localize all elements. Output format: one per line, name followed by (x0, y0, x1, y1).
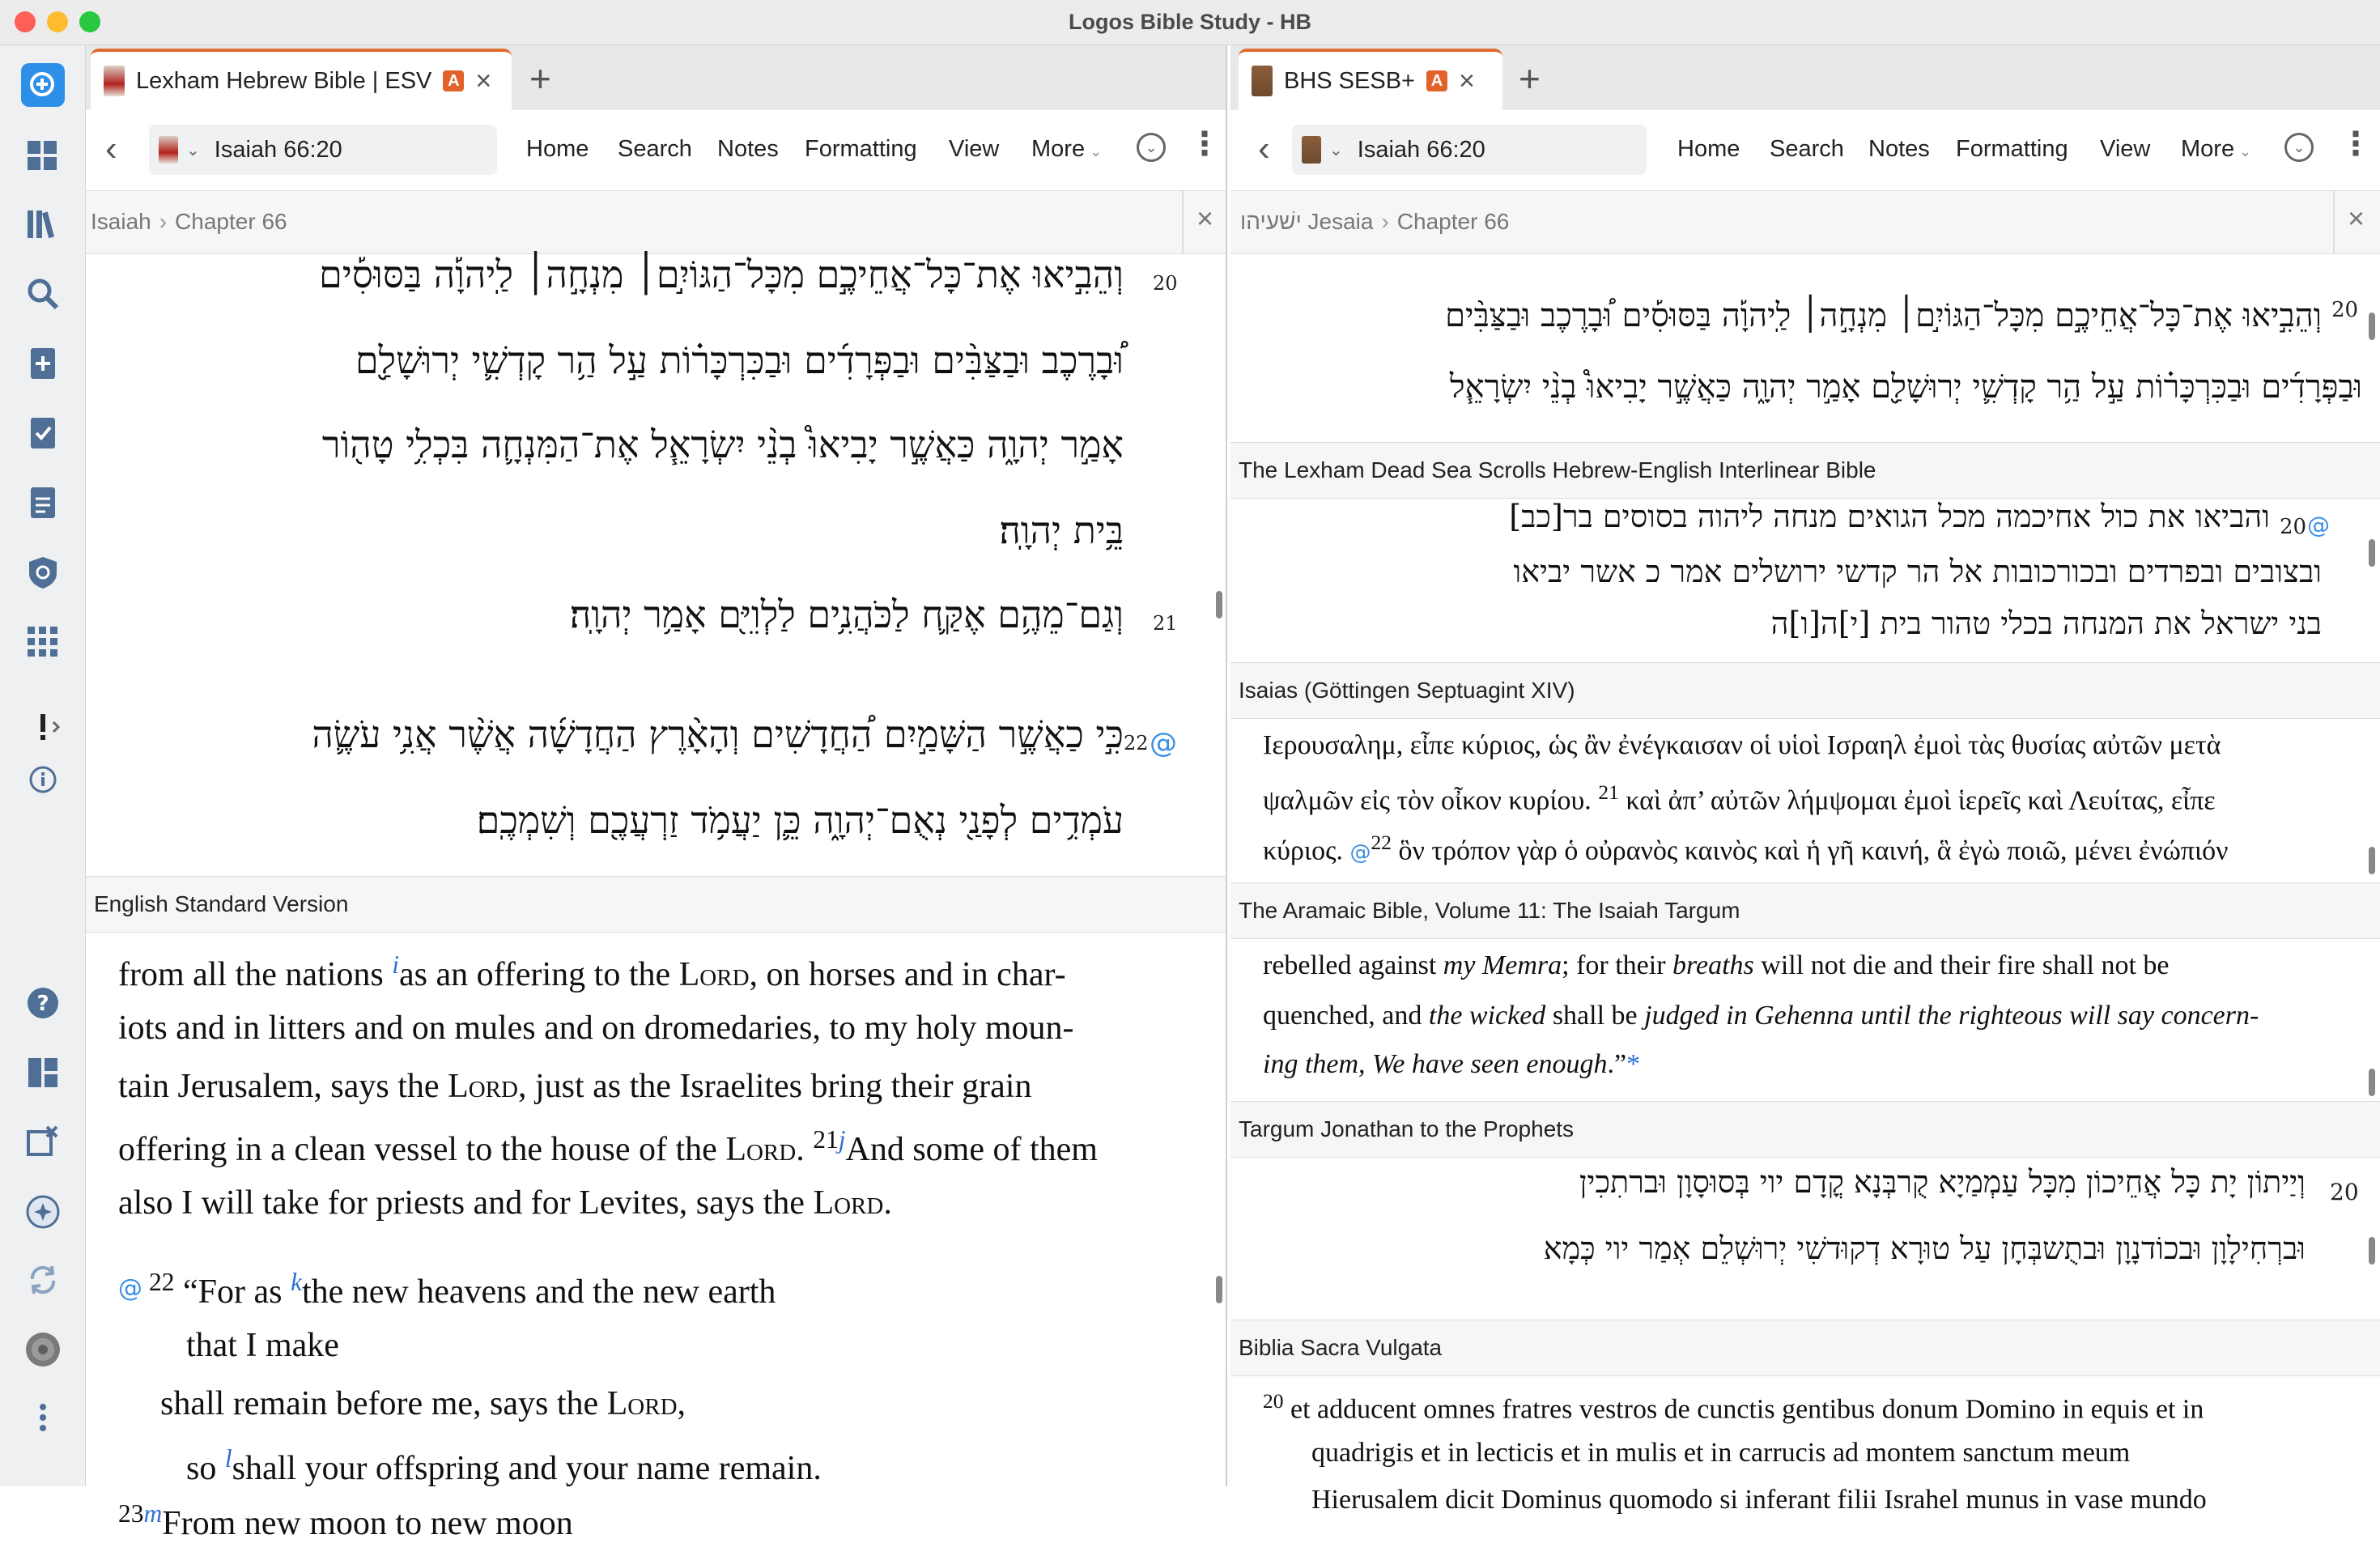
sync-dropdown-icon[interactable]: ⌄ (1137, 133, 1166, 162)
hebrew-line: וְהֵבִ֣יאוּ אֶת־כָּל־אֲחֵיכֶ֣ם מִכָּל־הַגּוֹיִ֣ם׀ מִנְחָ֣ה׀ לַֽיהוָ֡ה בַּסּוּסִ֡ים וּ֠בָרֶכֶב וּבַצַּבִּ֨ים (1445, 297, 2322, 334)
hebrew-line: בני ישראל את המנחה בכלי טהור בית [י]ה[ו]ה (1770, 606, 2322, 641)
more-icon[interactable] (21, 1396, 65, 1439)
hebrew-line: והביאו את כול אחיכמה מכל הגואים מנחה ליהוה בסוסים בר[כב] (1509, 499, 2270, 534)
breadcrumb-book[interactable]: Isaiah (91, 209, 151, 234)
hebrew-line: ובצובים ובפרדים ובכורכובות אל הר קדשי ירושלים אמר כ אשר יביאו (1513, 554, 2322, 589)
scrollbar-thumb[interactable] (2369, 847, 2375, 874)
section-title: The Lexham Dead Sea Scrolls Hebrew-English Interlinear Bible (1239, 457, 1876, 482)
toolbar-home[interactable]: Home (1677, 136, 1740, 162)
section-title: English Standard Version (94, 891, 349, 916)
divider (1182, 191, 1184, 254)
divider (2333, 191, 2335, 254)
hebrew-line: כִּ֣י כַאֲשֶׁ֣ר הַשָּׁמַ֣יִם הַ֠חֲדָשִׁים וְהָאָ֨רֶץ הַחֲדָשָׁ֜ה אֲשֶׁ֨ר אֲנִ֥י עֹשֶׂ֛ה (312, 712, 1124, 756)
add-tab-icon[interactable]: + (529, 57, 551, 100)
reference-input[interactable]: Isaiah 66:20 (214, 136, 342, 163)
targum-line: rebelled against my Memra; for their breaths will not die and their fire shall not be (1263, 950, 2170, 980)
toolbar-search[interactable]: Search (618, 136, 692, 162)
esv-line: from all the nations $^i$as an offering to the Lord, on horses and in char- (118, 950, 1066, 993)
section-header-lxx (1230, 662, 2380, 719)
alert-icon[interactable] (21, 704, 65, 748)
reference-box[interactable] (149, 125, 497, 175)
note-attachment-icon[interactable]: @ (2307, 512, 2330, 538)
breadcrumb-chapter[interactable]: Chapter 66 (1396, 209, 1510, 234)
section-header-dss (1230, 442, 2380, 499)
toolbar-more-label: More (1031, 136, 1086, 162)
esv-poem-line: shall remain before me, says the Lord, (160, 1385, 686, 1422)
close-tab-icon[interactable]: × (475, 66, 492, 96)
right-breadcrumb-bar (1230, 191, 2380, 254)
section-header-vulgate (1230, 1320, 2380, 1376)
badge-a-icon: A (1426, 70, 1447, 91)
home-search-icon[interactable] (21, 63, 65, 107)
add-document-icon[interactable] (21, 342, 65, 385)
verse-number: 20 (2330, 1179, 2359, 1205)
footnote-star[interactable]: * (1626, 1049, 1641, 1079)
toolbar-notes[interactable]: Notes (717, 136, 779, 162)
breadcrumb-book[interactable]: ישׁעיהו Jesaia (1240, 209, 1374, 234)
close-icon[interactable]: × (1196, 202, 1214, 235)
lxx-line: κύριος. @$^{22}$ ὃν τρόπον γὰρ ὁ οὐρανὸς καινὸς καὶ ἡ γῆ καινή, ἃ ἐγὼ ποιῶ, μένει ἐνώπιόν (1263, 831, 2229, 866)
book-cover-icon (1252, 66, 1273, 96)
library-icon[interactable] (21, 202, 65, 246)
esv-line: offering in a clean vessel to the house of the Lord. $^{21j}$And some of them (118, 1125, 1098, 1168)
shield-icon[interactable] (21, 550, 65, 594)
toolbar-search[interactable]: Search (1770, 136, 1844, 162)
right-pane (1230, 45, 2380, 1515)
chevron-right-icon: › (159, 209, 168, 234)
esv-poem-line: $^{23m}$From new moon to new moon (118, 1499, 573, 1542)
breadcrumb[interactable] (1240, 209, 1509, 235)
reference-input[interactable]: Isaiah 66:20 (1357, 136, 1485, 163)
sync-dropdown-icon[interactable]: ⌄ (2284, 133, 2314, 162)
hebrew-line: וְהֵבִ֣יאוּ אֶת־כָּל־אֲחֵיכֶ֣ם מִכָּל־הַגּוֹיִ֣ם׀ מִנְחָ֣ה׀ לַֽיהוָ֡ה בַּסּוּסִ֡ים (319, 253, 1124, 296)
chevron-down-icon: ⌄ (2239, 143, 2252, 159)
section-header-targum (1230, 882, 2380, 939)
vulgate-line: quadrigis et in lecticis et in mulis et in carrucis ad montem sanctum meum (1311, 1438, 2131, 1468)
toolbar-view[interactable]: View (2100, 136, 2151, 162)
ai-spark-icon[interactable] (21, 1190, 65, 1234)
book-cover-icon (1302, 136, 1321, 164)
esv-line: tain Jerusalem, says the Lord, just as the Israelites bring their grain (118, 1068, 1032, 1105)
verse-number: 21 (1153, 612, 1178, 635)
toolbar-view[interactable]: View (949, 136, 1000, 162)
badge-a-icon: A (443, 70, 464, 91)
breadcrumb-chapter[interactable]: Chapter 66 (175, 209, 287, 234)
lxx-line: Ιερουσαλημ, εἶπε κύριος, ὡς ἂν ἐνέγκαισαν οἱ υἱοὶ Ισραηλ ἐμοὶ τὰς θυσίας αὐτῶν μετὰ (1263, 730, 2221, 760)
reference-box[interactable] (1292, 125, 1647, 175)
svg-text:?: ? (36, 992, 49, 1016)
esv-line: iots and in litters and on mules and on dromedaries, to my holy moun- (118, 1010, 1074, 1047)
section-title: Isaias (Göttingen Septuagint XIV) (1239, 678, 1575, 703)
chevron-down-icon: ⌄ (1090, 143, 1103, 159)
section-title: The Aramaic Bible, Volume 11: The Isaiah Targum (1239, 898, 1740, 923)
targum-line: quenched, and the wicked shall be judged in Gehenna until the righteous will say concern- (1263, 1001, 2259, 1031)
close-panel-icon[interactable] (21, 1119, 65, 1163)
search-icon[interactable] (21, 272, 65, 316)
toolbar-more-label: More (2181, 136, 2235, 162)
targum-line: ing them, We have seen enough.”* (1263, 1049, 1641, 1079)
layouts-icon[interactable] (21, 1051, 65, 1095)
esv-poem-line: that I make (186, 1327, 339, 1364)
back-chevron-icon[interactable]: ‹ (1258, 129, 1270, 168)
checklist-icon[interactable] (21, 411, 65, 455)
kebab-menu-icon[interactable]: ⋮ (1188, 126, 1221, 162)
tab-title: Lexham Hebrew Bible | ESV (136, 67, 432, 94)
tab-lexham-hebrew-bible[interactable] (91, 49, 512, 110)
chevron-down-icon[interactable]: ⌄ (186, 141, 200, 159)
scrollbar-thumb[interactable] (1216, 1276, 1222, 1303)
toolbar-notes[interactable]: Notes (1868, 136, 1930, 162)
hebrew-line: עֹמְדִ֥ים לְפָנַ֖י נְאֻם־יְהוָ֑ה כֵּ֛ן יַעֲמֹ֥ד זַרְעֲכֶ֖ם וְשִׁמְכֶֽם׃ (476, 798, 1124, 842)
toolbar-more[interactable] (1031, 136, 1102, 163)
book-cover-icon (104, 66, 125, 96)
breadcrumb[interactable] (91, 209, 287, 235)
lxx-line: ψαλμῶν εἰς τὸν οἶκον κυρίου. $^{21}$ καὶ ἀπ’ αὐτῶν λήμψομαι ἐμοὶ ἱερεῖς καὶ Λευίτας, εἶπε (1263, 780, 2216, 816)
hebrew-line: וּבַפְּרָדִ֜ים וּבַכִּרְכָּר֗וֹת עַ֣ל הַ֥ר קָדְשִׁ֛י יְרוּשָׁלִַ֖ם אָמַ֣ר יְהוָ֑ה כַּאֲשֶׁ֣ר יָבִיאוּ֩ בְנֵ֨י יִשְׂרָאֵ֧ל (1449, 368, 2362, 406)
close-icon[interactable]: × (2348, 202, 2365, 235)
note-attachment-icon[interactable]: @ (1150, 727, 1177, 759)
toolbar-more[interactable] (2181, 136, 2251, 163)
toolbar-home[interactable]: Home (526, 136, 589, 162)
vulgate-line: $^{20}$ et adducent omnes fratres vestros de cunctis gentibus donum Domino in equis et in (1263, 1389, 2204, 1425)
hebrew-line: וְגַם־מֵהֶ֥ם אֶקַּ֛ח לַכֹּהֲנִ֥ים לַלְוִיִּ֖ם אָמַ֥ר יְהוָֽה׃ (569, 593, 1124, 636)
left-breadcrumb-bar (86, 191, 1226, 254)
close-tab-icon[interactable]: × (1459, 66, 1475, 96)
sync-icon[interactable] (21, 1258, 65, 1302)
left-tab-strip (86, 45, 1226, 110)
verse-number: 20 (1153, 272, 1178, 295)
hebrew-line: וּ֠בָרֶכֶב וּבַצַּבִּ֨ים וּבַפְּרָדִ֜ים וּבַכִּרְכָּר֗וֹת עַ֣ל הַ֥ר קָדְשִׁ֛י יְרוּשָׁלִַ֖ם (355, 338, 1124, 382)
esv-line: also I will take for priests and for Levites, says the Lord. (118, 1184, 892, 1222)
scrollbar-thumb[interactable] (2369, 1069, 2375, 1096)
avatar[interactable] (21, 1328, 65, 1371)
hebrew-line: בֵּ֥ית יְהוָֽה׃ (999, 508, 1124, 552)
section-header-esv (86, 876, 1226, 933)
info-icon[interactable] (21, 758, 65, 801)
apps-grid-icon[interactable] (21, 620, 65, 664)
right-tab-strip (1230, 45, 2380, 110)
verse-number: 20 (2331, 298, 2359, 322)
verse-number: 20 (2280, 515, 2307, 539)
verse-number: 22 (1124, 732, 1149, 754)
tab-title: BHS SESB+ (1284, 67, 1415, 94)
book-cover-icon (159, 136, 178, 164)
scrollbar-thumb[interactable] (2369, 312, 2375, 340)
tab-bhs-sesb[interactable] (1239, 49, 1502, 110)
toolbar-formatting[interactable]: Formatting (805, 136, 917, 162)
dashboard-icon[interactable] (21, 133, 65, 176)
esv-poem-line: so $^l$shall your offspring and your name remain. (186, 1444, 822, 1487)
kebab-menu-icon[interactable]: ⋮ (2340, 126, 2372, 162)
hebrew-line: וּברְחִילָוָן וּבכוֹדנָוָן וּבתֻשבְּחָן עַל טוּרָא דְקוּדשִׁי יְרוּשְׁלֵם אְמַר יוי כְּמָא (1543, 1231, 2306, 1266)
scrollbar-thumb[interactable] (1216, 591, 1222, 618)
hebrew-line: וְיַיתוֹן יָת כָּל אֲחֵיכוֹן מִכָּל עַמְמַיָא קֻרבְּנָא קֳדָם יוי בְּסוּסָוָן וּברתִכִין (1579, 1164, 2306, 1200)
hebrew-line: אָמַ֣ר יְהוָ֑ה כַּאֲשֶׁ֣ר יָבִיאוּ֩ בְנֵ֨י יִשְׂרָאֵ֧ל אֶת־הַמִּנְחָ֛ה בִּכְלִ֥י טָה֖וֹר (321, 423, 1124, 466)
section-title: Biblia Sacra Vulgata (1239, 1335, 1443, 1360)
window-title: Logos Bible Study - HB (1069, 10, 1311, 34)
esv-poem-line: $^{22}$ “For as $^k$the new heavens and the new earth (149, 1268, 776, 1311)
note-attachment-icon[interactable]: @ (1349, 840, 1371, 865)
toolbar-formatting[interactable]: Formatting (1956, 136, 2068, 162)
help-icon[interactable] (21, 981, 65, 1025)
left-rail (0, 45, 86, 1486)
left-pane (86, 45, 1227, 1542)
section-title: Targum Jonathan to the Prophets (1239, 1116, 1575, 1141)
left-toolbar (86, 110, 1226, 191)
section-header-jonathan (1230, 1101, 2380, 1158)
note-attachment-icon[interactable]: @ (118, 1274, 142, 1303)
scrollbar-thumb[interactable] (2369, 1237, 2375, 1265)
back-chevron-icon[interactable]: ‹ (105, 129, 117, 168)
right-toolbar (1230, 110, 2380, 191)
chevron-right-icon: › (1381, 209, 1389, 234)
add-tab-icon[interactable]: + (1519, 57, 1541, 100)
vulgate-line: Hierusalem dicit Dominus quomodo si inferant filii Israhel munus in vase mundo (1311, 1485, 2207, 1515)
scrollbar-thumb[interactable] (2369, 539, 2375, 567)
document-icon[interactable] (21, 481, 65, 525)
title-bar (0, 0, 2380, 45)
chevron-down-icon[interactable]: ⌄ (1329, 141, 1343, 159)
